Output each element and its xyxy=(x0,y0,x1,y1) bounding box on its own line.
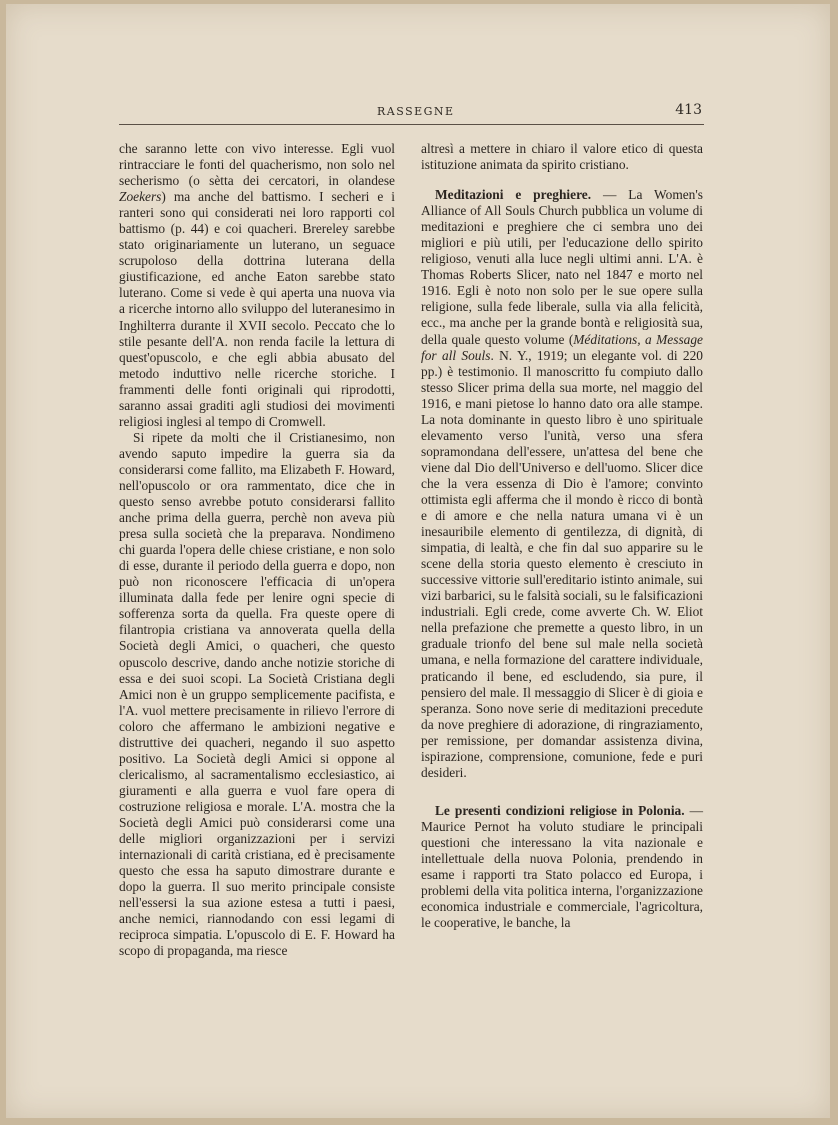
text-run: ) ma anche del battismo. I secheri e i ranteri sono qui considerati nei loro rapporti col battismo (p. 44) e coi quacheri. Brereley sarebbe stato originariamente un luterano, un seguace scrupoloso della dottrina luterana della giustificazione, ed anche Eaton sarebbe stato luterano. Come si vede è qui aperta una nuova via a ricerche intorno allo sviluppo del luteranesimo in Inghilterra durante il XVII secolo. Peccato che lo stile pesante dell'A. non renda facile la lettura di quest'opuscolo, e che egli abbia abusato del metodo induttivo nelle ricerche storiche. I frammenti delle fonti originali qui riprodotti, saranno assai graditi agli studiosi dei movimenti religiosi inglesi al tempo di Cromwell. xyxy=(119,189,395,429)
left-column xyxy=(119,141,395,959)
emphasis: Méditations, a Message for all Souls xyxy=(421,331,703,363)
text-run: — La Women's Alliance of All Souls Church pubblica un volume di meditazioni e preghiere che ci sembra uno dei migliori e più utili, per l'educazione dello spirito religioso, venuti alla luce negli ultimi anni. L'A. è Thomas Roberts Slicer, nato nel 1847 e morto nel 1916. Egli è noto non solo per le sue opere sulla religione, sulla fede liberale, sulla via alla felicità, ecc., ma anche per la grande bontà e religiosità sua, della quale questo volume ( xyxy=(421,187,703,347)
page-number: 413 xyxy=(675,102,702,118)
section-heading: Meditazioni e preghiere. xyxy=(435,187,592,203)
paragraph xyxy=(119,141,395,430)
paragraph: Si ripete da molti che il Cristianesimo, non avendo saputo impedire la guerra sia da considerarsi come fallito, ma Elizabeth F. Howard, nell'opuscolo or ora rammentato, dice che in questo senso avrebbe potuto considerarsi fallito anche prima della guerra, perchè non aveva più presa sulla società che la preparava. Nondimeno chi guarda l'opera delle chiese cristiane, e non solo di esse, durante il periodo della guerra e dopo, non può non riconoscere l'efficacia di un'opera illuminata dalla fede per lenire ogni specie di sofferenza sorta da quella. Fra queste opere di filantropia cristiana va annoverata quella della Società degli Amici, o quacheri, che questo opuscolo descrive, dando anche notizie storiche di essa e dei suoi scopi. La Società Cristiana degli Amici non è un gruppo semplicemente pacifista, e l'A. vuol mettere precisamente in rilievo l'errore di coloro che affermano le ambizioni negative e distruttive dei quacheri, negando il suo aspetto positivo. La Società degli Amici si oppone al clericalismo, al sacramentalismo ecclesiastico, ai giuramenti e alla guerra e vuol fare opera di costruzione religiosa e morale. L'A. mostra che la Società degli Amici può considerarsi come una delle migliori organizzazioni per i servizi internazionali di carità cristiana, ed è precisamente questo che essa ha saputo dimostrare durante e dopo la guerra. Il suo merito principale consiste nell'essersi la sua azione estesa a tutti i paesi, anche nemici, riannodando con essi legami di reciproca simpatia. L'opuscolo di E. F. Howard ha scopo di propaganda, ma riesce xyxy=(119,429,395,959)
text-run: — Maurice Pernot ha voluto studiare le principali questioni che interessano la vita nazionale e intellettuale della nuova Polonia, prendendo in esame i rapporti tra Stato polacco ed Europa, i problemi della vita politica interna, l'organizzazione economica industriale e commerciale, l'agricoltura, le cooperative, le banche, la xyxy=(421,802,703,931)
section-heading: Le presenti condizioni religiose in Polonia. xyxy=(435,802,685,818)
text-run: . N. Y., 1919; un elegante vol. di 220 pp.) è testimonio. Il manoscritto fu compiuto dallo stesso Slicer prima della sua morte, nel maggio del 1916, e mani pietose lo hanno dato ora alle stampe. La nota dominante in questo libro è uno spirituale elevamento verso l'unità, verso una sfera sopramondana dell'essere, un'attesa del bene che viene dal Dio dell'Universo e dell'uomo. Slicer dice che la vera essenza di Dio è l'amore; convinto ottimista egli afferma che il mondo è ricco di bontà e di amore e che nella natura umana vi è un inesauribile elemento di gentilezza, di dignità, di simpatia, di lealtà, e che fin dal suo apparire su le scene della storia questo elemento è cresciuto in successive vittorie sull'ereditario istinto animale, sui vizi barbarici, su le falsità sociali, su le falsificazioni industriali. Egli crede, come avverte Ch. W. Eliot nella prefazione che premette a questo libro, in un graduale trionfo del bene sul male nella società umana, e nella formazione del carattere individuale, praticando il bene, ed escludendo, sia pure, il pensiero del male. Il messaggio di Slicer è di gioia e speranza. Sono nove serie di meditazioni precedute da nove preghiere di adorazione, di ringraziamento, per remissione, per domandar assistenza divina, ispirazione, comprensione, comunione, fede e puri desideri. xyxy=(421,347,703,780)
paragraph: altresì a mettere in chiaro il valore etico di questa istituzione animata da spirito cristiano. xyxy=(421,141,703,173)
right-column xyxy=(421,141,703,931)
page-header xyxy=(119,102,704,125)
page xyxy=(6,4,830,1118)
emphasis: Zoekers xyxy=(119,189,162,205)
text-run: che saranno lette con vivo interesse. Egli vuol rintracciare le fonti del quacherismo, non solo nel secherismo (o sètta dei cercatori, in olandese xyxy=(119,141,395,189)
section-meditazioni xyxy=(421,187,703,781)
running-head: RASSEGNE xyxy=(377,105,455,118)
section-polonia xyxy=(421,803,703,931)
